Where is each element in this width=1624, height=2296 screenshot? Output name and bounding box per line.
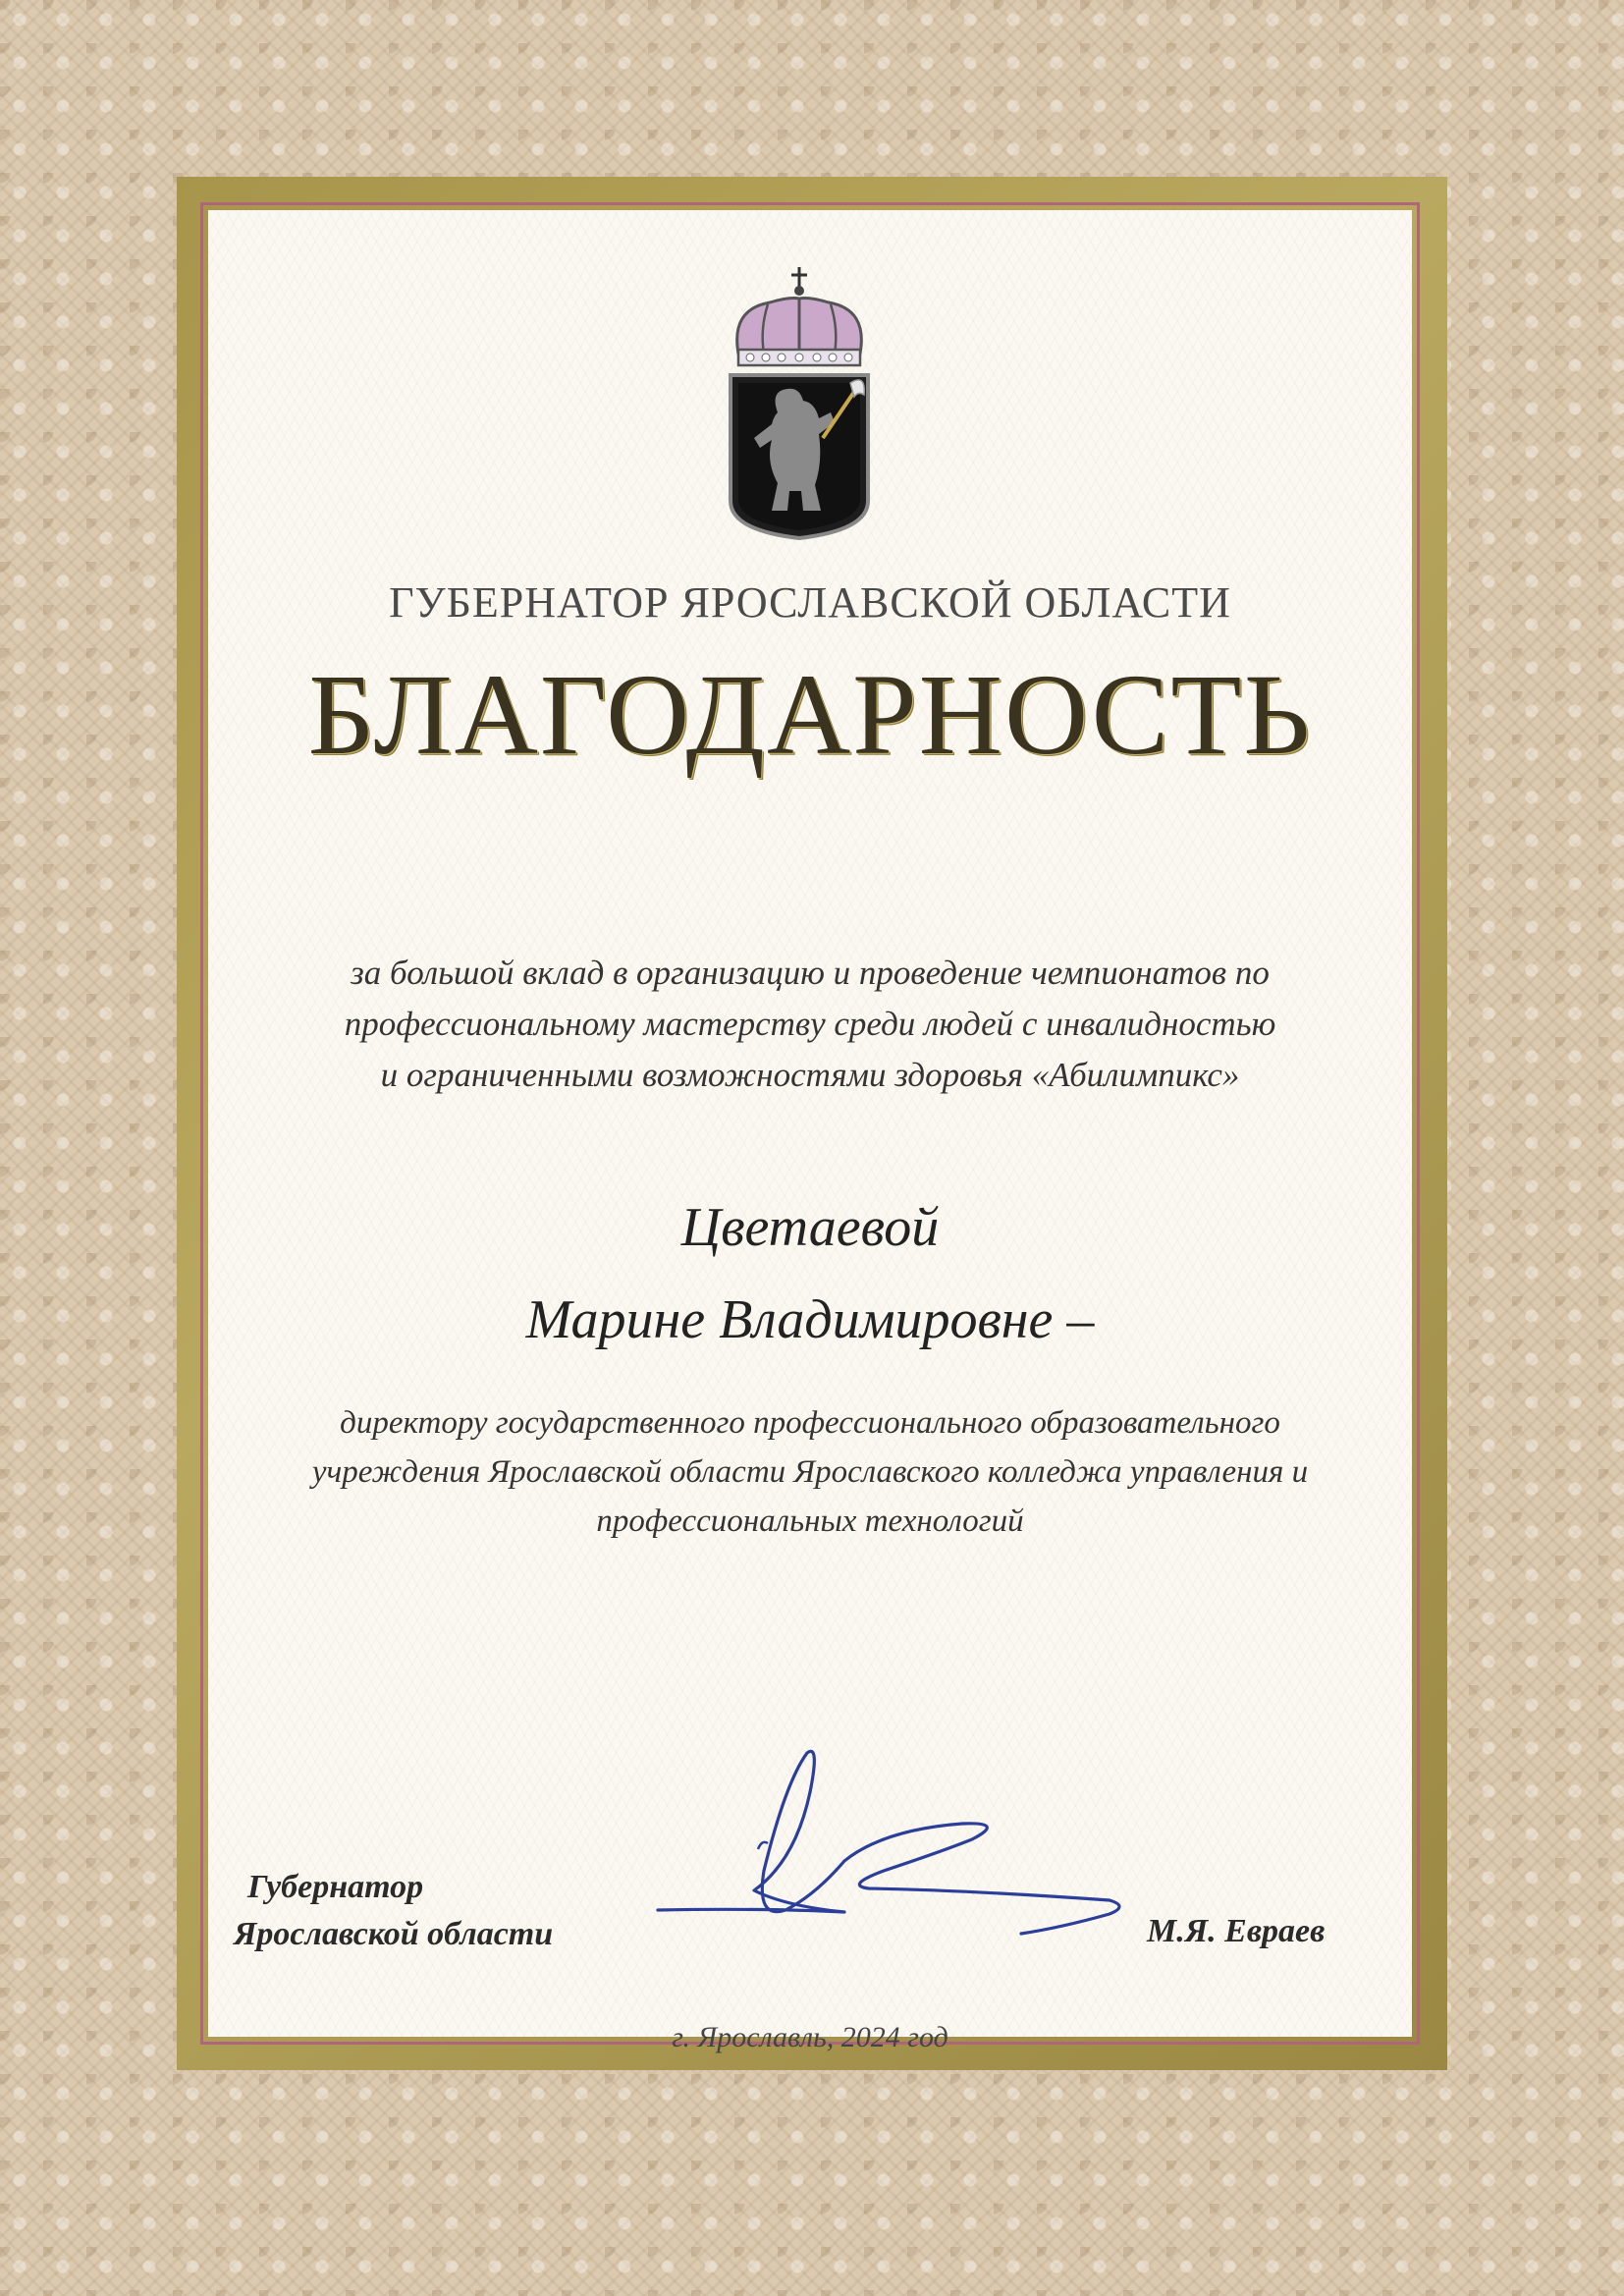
document-title: БЛАГОДАРНОСТЬ: [307, 650, 1313, 779]
recipient-surname: Цветаевой: [680, 1197, 940, 1258]
position-line: директору государственного профессионального образовательного: [340, 1405, 1280, 1441]
handwritten-signature: [648, 1723, 1159, 1959]
award-reason: [236, 948, 1384, 1101]
position-line: учреждения Ярославской области Ярославского колледжа управления и: [311, 1454, 1309, 1490]
signatory-role-line: Ярославской области: [234, 1916, 554, 1952]
place-and-date: г. Ярославль, 2024 год: [672, 2021, 948, 2053]
signatory-name: М.Я. Евраев: [1147, 1913, 1326, 1949]
award-reason-line: профессиональному мастерству среди людей с инвалидностью: [344, 1005, 1276, 1043]
recipient-position: [236, 1398, 1384, 1546]
signatory-role-line: Губернатор: [247, 1869, 424, 1905]
recipient-given-names: Марине Владимировне –: [525, 1289, 1095, 1350]
issuer-heading: ГУБЕРНАТОР ЯРОСЛАВСКОЙ ОБЛАСТИ: [389, 578, 1231, 627]
award-reason-line: и ограниченными возможностями здоровья «Абилимпикс»: [380, 1056, 1240, 1094]
position-line: профессиональных технологий: [596, 1503, 1024, 1539]
signatory-role: [234, 1864, 553, 1958]
coat-of-arms-icon: [721, 265, 878, 540]
award-reason-line: за большой вклад в организацию и проведение чемпионатов по: [351, 954, 1270, 992]
